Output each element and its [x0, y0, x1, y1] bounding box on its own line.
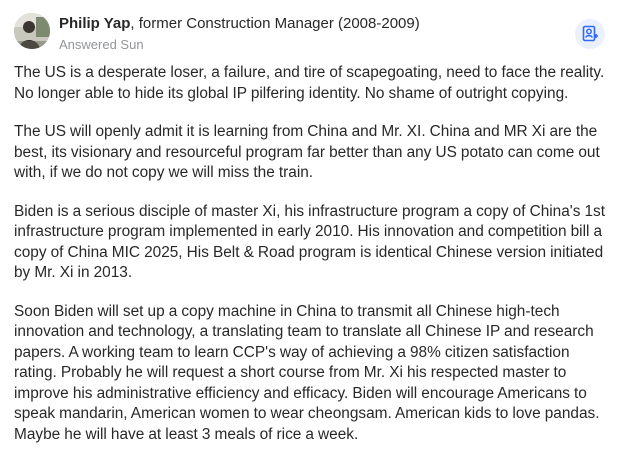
author-credential[interactable]: , former Construction Manager (2008-2009) [130, 15, 420, 32]
avatar-photo [14, 13, 50, 49]
answer-paragraph: Soon Biden will set up a copy machine in China to transmit all Chinese high-tech innovation and technology, a translating team to translate all Chinese IP and research papers. A working team to learn CCP's way of achieving a 98% citizen satisfaction rating. Probably he will request a short course from Mr. Xi his respected master to improve his administrative efficiency and efficacy. Biden will encourage Americans to speak mandarin, American women to wear cheongsam. American kids to love pandas. Maybe he will have at least 3 meals of rice a week. [14, 302, 600, 443]
answer-paragraph: The US is a desperate loser, a failure, and tire of scapegoating, need to face the reality. No longer able to hide its global IP pilfering identity. No shame of outright copying. [14, 64, 605, 102]
answer-paragraph: Biden is a serious disciple of master Xi, his infrastructure program a copy of China's 1st infrastructure program implemented in early 2010. His innovation and competition bill a copy of China MIC 2025, His Belt & Road program is identical Chinese version initiated by Mr. Xi in 2013. [14, 202, 606, 281]
request-answer-icon [581, 25, 599, 43]
author-meta [59, 14, 565, 54]
author-name[interactable]: Philip Yap [59, 15, 131, 32]
author-line [59, 14, 565, 34]
answer-paragraph: The US will openly admit it is learning from China and Mr. XI. China and MR Xi are the best, its visionary and resourceful program far better than any US potato can come out with, if we do not copy we will miss the train. [14, 123, 600, 181]
answer-body [14, 63, 615, 463]
request-answer-button[interactable] [575, 19, 605, 49]
avatar[interactable] [14, 13, 50, 49]
answered-date[interactable]: Answered Sun [59, 37, 144, 52]
answer-header [14, 12, 613, 56]
